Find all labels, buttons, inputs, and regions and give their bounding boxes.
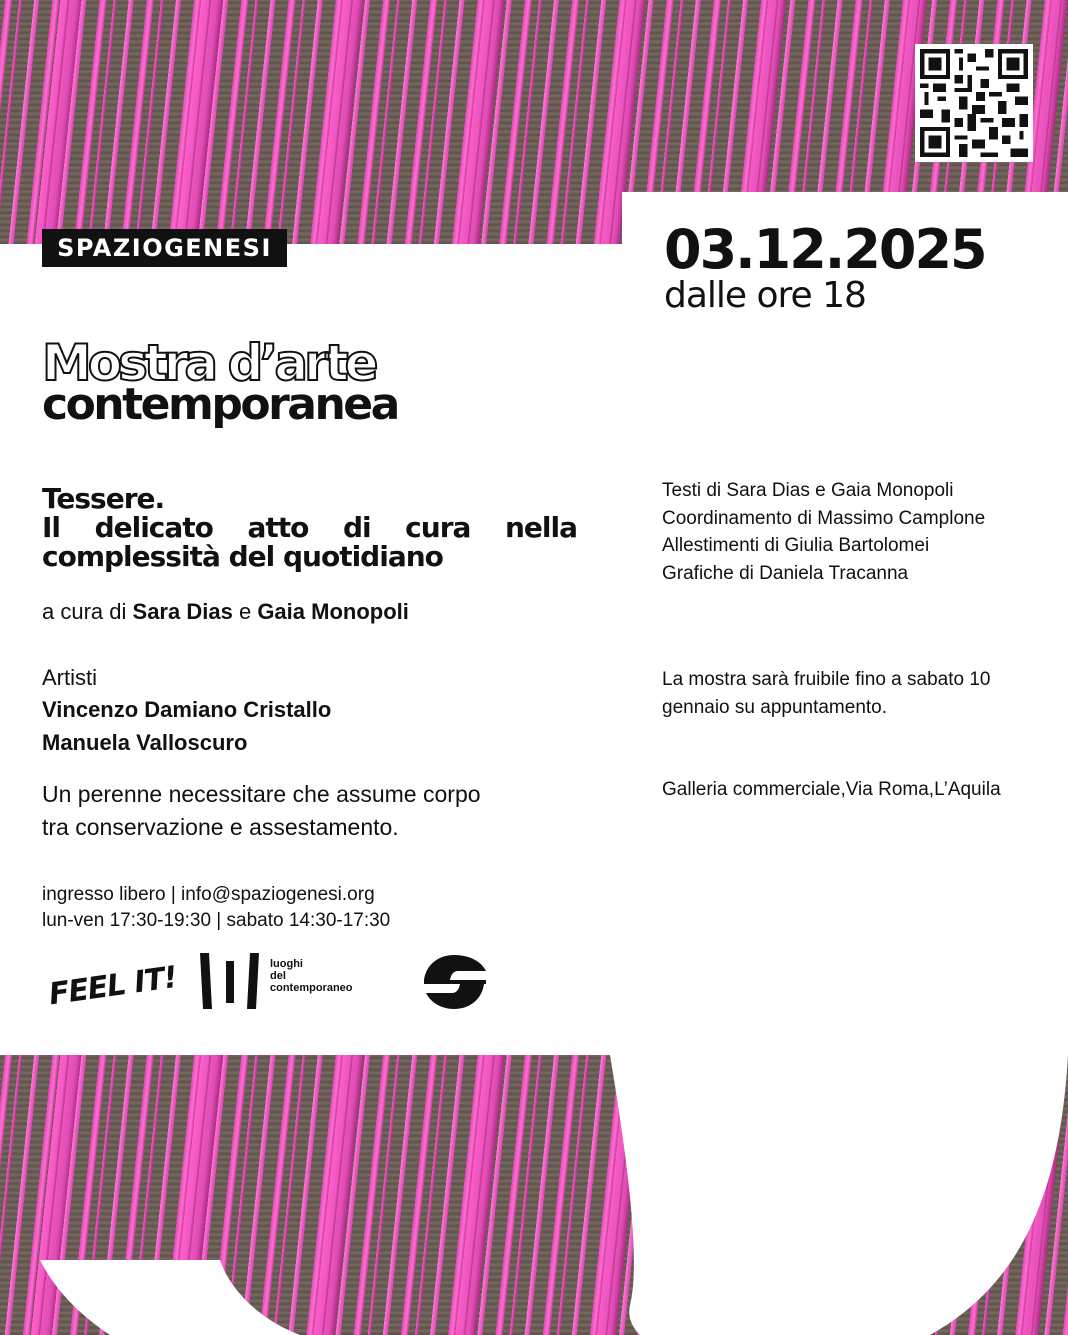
artists-label: Artisti [42,665,97,690]
description-line: tra conservazione e assestamento. [42,814,399,840]
luoghi-text-line: del [270,970,286,982]
feel-it-logo [46,958,179,1013]
credit-item: Testi di Sara Dias e Gaia Monopoli [662,480,954,501]
exhibition-description [42,778,582,844]
info-opening-hours: lun-ven 17:30-19:30 | sabato 14:30-17:30 [42,910,391,931]
artist-name: Manuela Valloscuro [42,730,248,755]
headline-solid: contemporanea [42,379,398,430]
credit-item: Allestimenti di Giulia Bartolomei [662,535,930,556]
availability-note [662,666,1062,722]
title-word: nella [504,511,577,544]
white-curve-shape [640,1055,1068,1335]
title-word: Il [42,511,61,544]
exhibition-title-line2 [42,513,577,542]
qr-code[interactable] [915,44,1033,162]
luoghi-text [270,958,353,994]
exhibition-title-line3: complessità del quotidiano [42,540,443,573]
title-word: atto [247,511,309,544]
headline-outline: Mostra d’arte [42,334,375,392]
qr-code-icon [920,49,1028,157]
white-wedge-shape [40,1260,340,1335]
luoghi-del-contemporaneo-logo [200,953,380,1011]
s-logo-icon [420,953,488,1011]
brand-badge: SPAZIOGENESI [42,229,287,267]
title-word: di [342,511,371,544]
feel-it-wordmark: FEEL IT! [46,959,179,1013]
artist-name: Vincenzo Damiano Cristallo [42,697,332,722]
exhibition-title [42,484,577,571]
spaziogenesi-s-logo [420,953,488,1011]
info-entry-contact: ingresso libero | info@spaziogenesi.org [42,884,375,905]
event-time: dalle ore 18 [664,275,866,316]
curator-name: Gaia Monopoli [257,599,409,624]
luoghi-mark-icon [200,953,262,1009]
event-date: 03.12.2025 [664,218,986,281]
availability-line: La mostra sarà fruibile fino a sabato 10 [662,669,991,690]
credit-item: Grafiche di Daniela Tracanna [662,562,909,584]
luoghi-text-line: luoghi [270,958,303,970]
description-line: Un perenne necessitare che assume corpo [42,781,481,807]
exhibition-title-line1: Tessere. [42,482,165,515]
availability-line: gennaio su appuntamento. [662,697,888,718]
title-word: delicato [94,511,213,544]
footer-texture-image [0,1055,1068,1335]
curators-conjunction: e [238,599,252,624]
luoghi-text-line: contemporaneo [270,982,353,994]
curator-name: Sara Dias [132,599,233,624]
credits-list [662,477,985,587]
venue-location: Galleria commerciale,Via Roma,L’Aquila [662,779,1001,800]
curators-line [42,598,409,626]
title-word: cura [405,511,471,544]
credit-item: Coordinamento di Massimo Camplone [662,507,986,529]
curators-prefix: a cura di [42,599,127,624]
